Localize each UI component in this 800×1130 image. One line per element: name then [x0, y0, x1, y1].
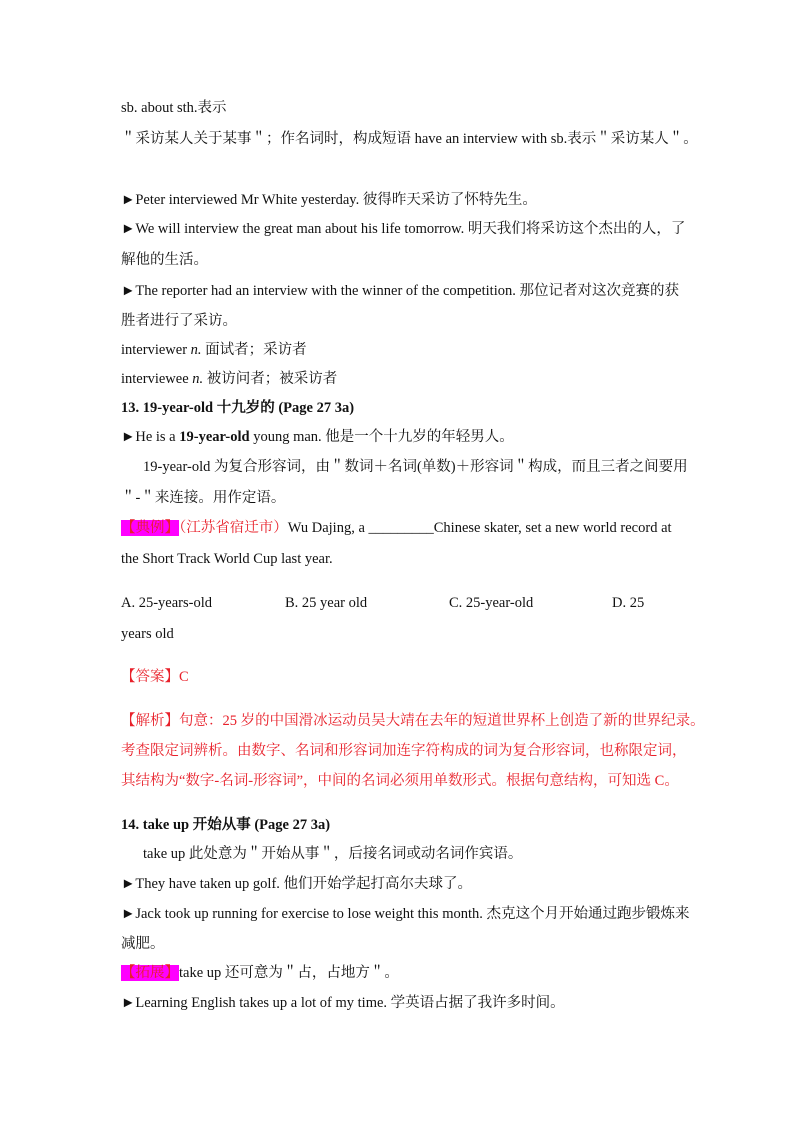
vocab-entry — [121, 340, 307, 360]
part-of-speech: n. — [190, 342, 202, 358]
example-keyword: 19-year-old — [179, 429, 250, 445]
extension-text: take up 还可意为＂占，占地方＂。 — [179, 965, 399, 981]
example-sentence: ►Jack took up running for exercise to lose weight this month. 杰克这个月开始通过跑步锻炼来 — [121, 906, 690, 922]
section-heading: 13. 19-year-old 十九岁的 (Page 27 3a) — [121, 400, 355, 416]
extension-note — [121, 963, 399, 983]
vocab-entry — [121, 369, 337, 389]
extension-tag: 【拓展】 — [121, 965, 179, 981]
example-prefix: ►He is a — [121, 429, 180, 445]
usage-note: 19-year-old 为复合形容词，由＂数词＋名词(单数)＋形容词＂构成，而且三者之间要用 — [143, 459, 688, 475]
analysis: 【解析】句意：25 岁的中国滑冰运动员吴大靖在去年的短道世界杯上创造了新的世界纪录。 — [121, 713, 705, 729]
example-sentence: 减肥。 — [121, 936, 165, 952]
example-source: （江苏省宿迁市） — [179, 520, 288, 536]
analysis: 其结构为“数字-名词-形容词”，中间的名词必须用单数形式。根据句意结构，可知选 C。 — [121, 773, 679, 789]
question-text: Wu Dajing, a _________Chinese skater, set a new world record at — [287, 520, 672, 536]
text-line: ＂采访某人关于某事＂；作名词时，构成短语 have an interview with sb.表示＂采访某人＂。 — [121, 131, 698, 147]
example-sentence: ►Peter interviewed Mr White yesterday. 彼得昨天采访了怀特先生。 — [121, 192, 537, 208]
option-b: B. 25 year old — [285, 595, 368, 611]
analysis: 考查限定词辨析。由数字、名词和形容词加连字符构成的词为复合形容词，也称限定词， — [121, 743, 687, 759]
example-sentence: ►The reporter had an interview with the winner of the competition. 那位记者对这次竞赛的获 — [121, 283, 679, 299]
option-d: D. 25 — [612, 595, 645, 611]
usage-note: take up 此处意为＂开始从事＂，后接名词或动名词作宾语。 — [143, 846, 523, 862]
vocab-definition: 面试者；采访者 — [205, 342, 307, 358]
vocab-word: interviewee — [121, 371, 189, 387]
section-heading: 14. take up 开始从事 (Page 27 3a) — [121, 817, 331, 833]
vocab-word: interviewer — [121, 342, 188, 358]
text-line: sb. about sth.表示 — [121, 100, 227, 116]
answer: 【答案】C — [121, 669, 189, 685]
option-a: A. 25-years-old — [121, 595, 213, 611]
exercise-question — [121, 518, 672, 538]
usage-note: ＂-＂来连接。用作定语。 — [121, 490, 286, 506]
example-suffix: young man. 他是一个十九岁的年轻男人。 — [249, 429, 514, 445]
example-sentence: 胜者进行了采访。 — [121, 313, 237, 329]
example-sentence: ►They have taken up golf. 他们开始学起打高尔夫球了。 — [121, 876, 473, 892]
example-sentence — [121, 427, 514, 447]
example-tag: 【典例】 — [121, 520, 179, 536]
example-sentence: ►Learning English takes up a lot of my time. 学英语占据了我许多时间。 — [121, 995, 565, 1011]
exercise-question: the Short Track World Cup last year. — [121, 551, 333, 567]
option-c: C. 25-year-old — [449, 595, 534, 611]
example-sentence: 解他的生活。 — [121, 252, 208, 268]
example-sentence: ►We will interview the great man about his life tomorrow. 明天我们将采访这个杰出的人，了 — [121, 221, 686, 237]
option-d-continued: years old — [121, 626, 174, 642]
vocab-definition: 被访问者；被采访者 — [206, 371, 338, 387]
part-of-speech: n. — [192, 371, 204, 387]
